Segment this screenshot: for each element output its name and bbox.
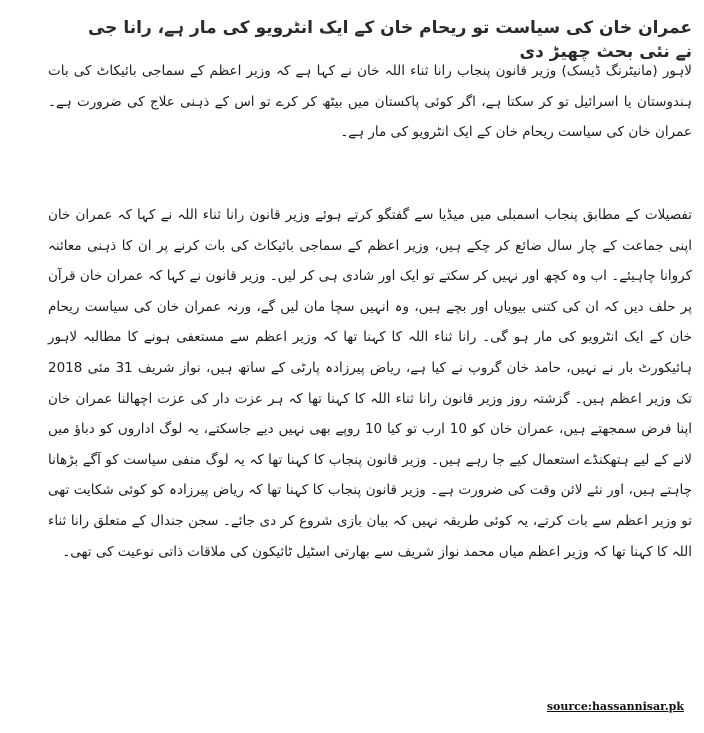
article-headline: عمران خان کی سیاست تو ریحام خان کے ایک انٹرویو کی مار ہے، رانا جی نے نئی بحث چھیڑ دی xyxy=(87,18,692,62)
source-credit: source:hassannisar.pk xyxy=(546,700,684,713)
article-paragraph-details: تفصیلات کے مطابق پنجاب اسمبلی میں میڈیا سے گفتگو کرتے ہوئے وزیر قانون رانا ثناء اللہ نے کہا کہ عمران خان اپنی جماعت کے چار سال ضائع کر چکے ہیں، وزیر اعظم کے سماجی بائیکاٹ کی بات کرنے پر ان کا ذہنی معائنہ کروانا چاہیئے۔ اب وہ کچھ اور نہیں کر سکتے تو ایک اور شادی ہی کر لیں۔ وزیر قانون نے کہا کہ عمران خان قرآن پر حلف دیں کہ ان کی کتنی بیویاں اور بچے ہیں، وہ انہیں سچا مان لیں گے، ورنہ عمران خان کی سیاست ریحام خان کے ایک انٹرویو کی مار ہو گی۔ رانا ثناء اللہ کا کہنا تھا کہ وزیر اعظم سے مستعفی ہونے کا مطالبہ لاہور ہائیکورٹ بار نے نہیں، حامد خان گروپ نے کیا ہے، ریاض پیرزادہ پارٹی کے ساتھ ہیں، نواز شریف 31 مئی 2018 تک وزیر اعظم ہیں۔ گزشتہ روز وزیر قانون رانا ثناء اللہ کا کہنا تھا کہ ہر عزت دار کی عزت اچھالنا عمران خان اپنا فرض سمجھتے ہیں، عمران خان کو 10 ارب تو کیا 10 روپے بھی نہیں دیے جاسکتے، یہ لوگ اداروں کو دباؤ میں لانے کے لیے ہتھکنڈے استعمال کیے جا رہے ہیں۔ وزیر قانون پنجاب کا کہنا تھا کہ یہ لوگ منفی سیاست کو آگے بڑھانا چاہتے ہیں، اور نئے لائن وقت کی ضرورت ہے۔ وزیر قانون پنجاب کا کہنا تھا کہ ریاض پیرزادہ کو کوئی شکایت تھی تو وزیر اعظم سے بات کرتے، یہ کوئی طریقہ نہیں کہ بیان بازی شروع کر دی جائے۔ سجن جندال کے متعلق رانا ثناء اللہ کا کہنا تھا کہ وزیر اعظم میاں محمد نواز شریف سے بھارتی اسٹیل ٹائیکون کی ملاقات ذاتی نوعیت کی تھی۔ xyxy=(48,207,693,560)
article-paragraph-intro: لاہور (مانیٹرنگ ڈیسک) وزیر قانون پنجاب رانا ثناء اللہ خان نے کہا ہے کہ وزیر اعظم کے سماجی بائیکاٹ کی بات ہندوستان یا اسرائیل تو کر سکتا ہے، اگر کوئی پاکستان میں بیٹھ کر کرے تو اس کے ذہنی علاج کی ضرورت ہے۔ عمران خان کی سیاست ریحام خان کے ایک انٹرویو کی مار ہے۔ xyxy=(48,63,692,141)
